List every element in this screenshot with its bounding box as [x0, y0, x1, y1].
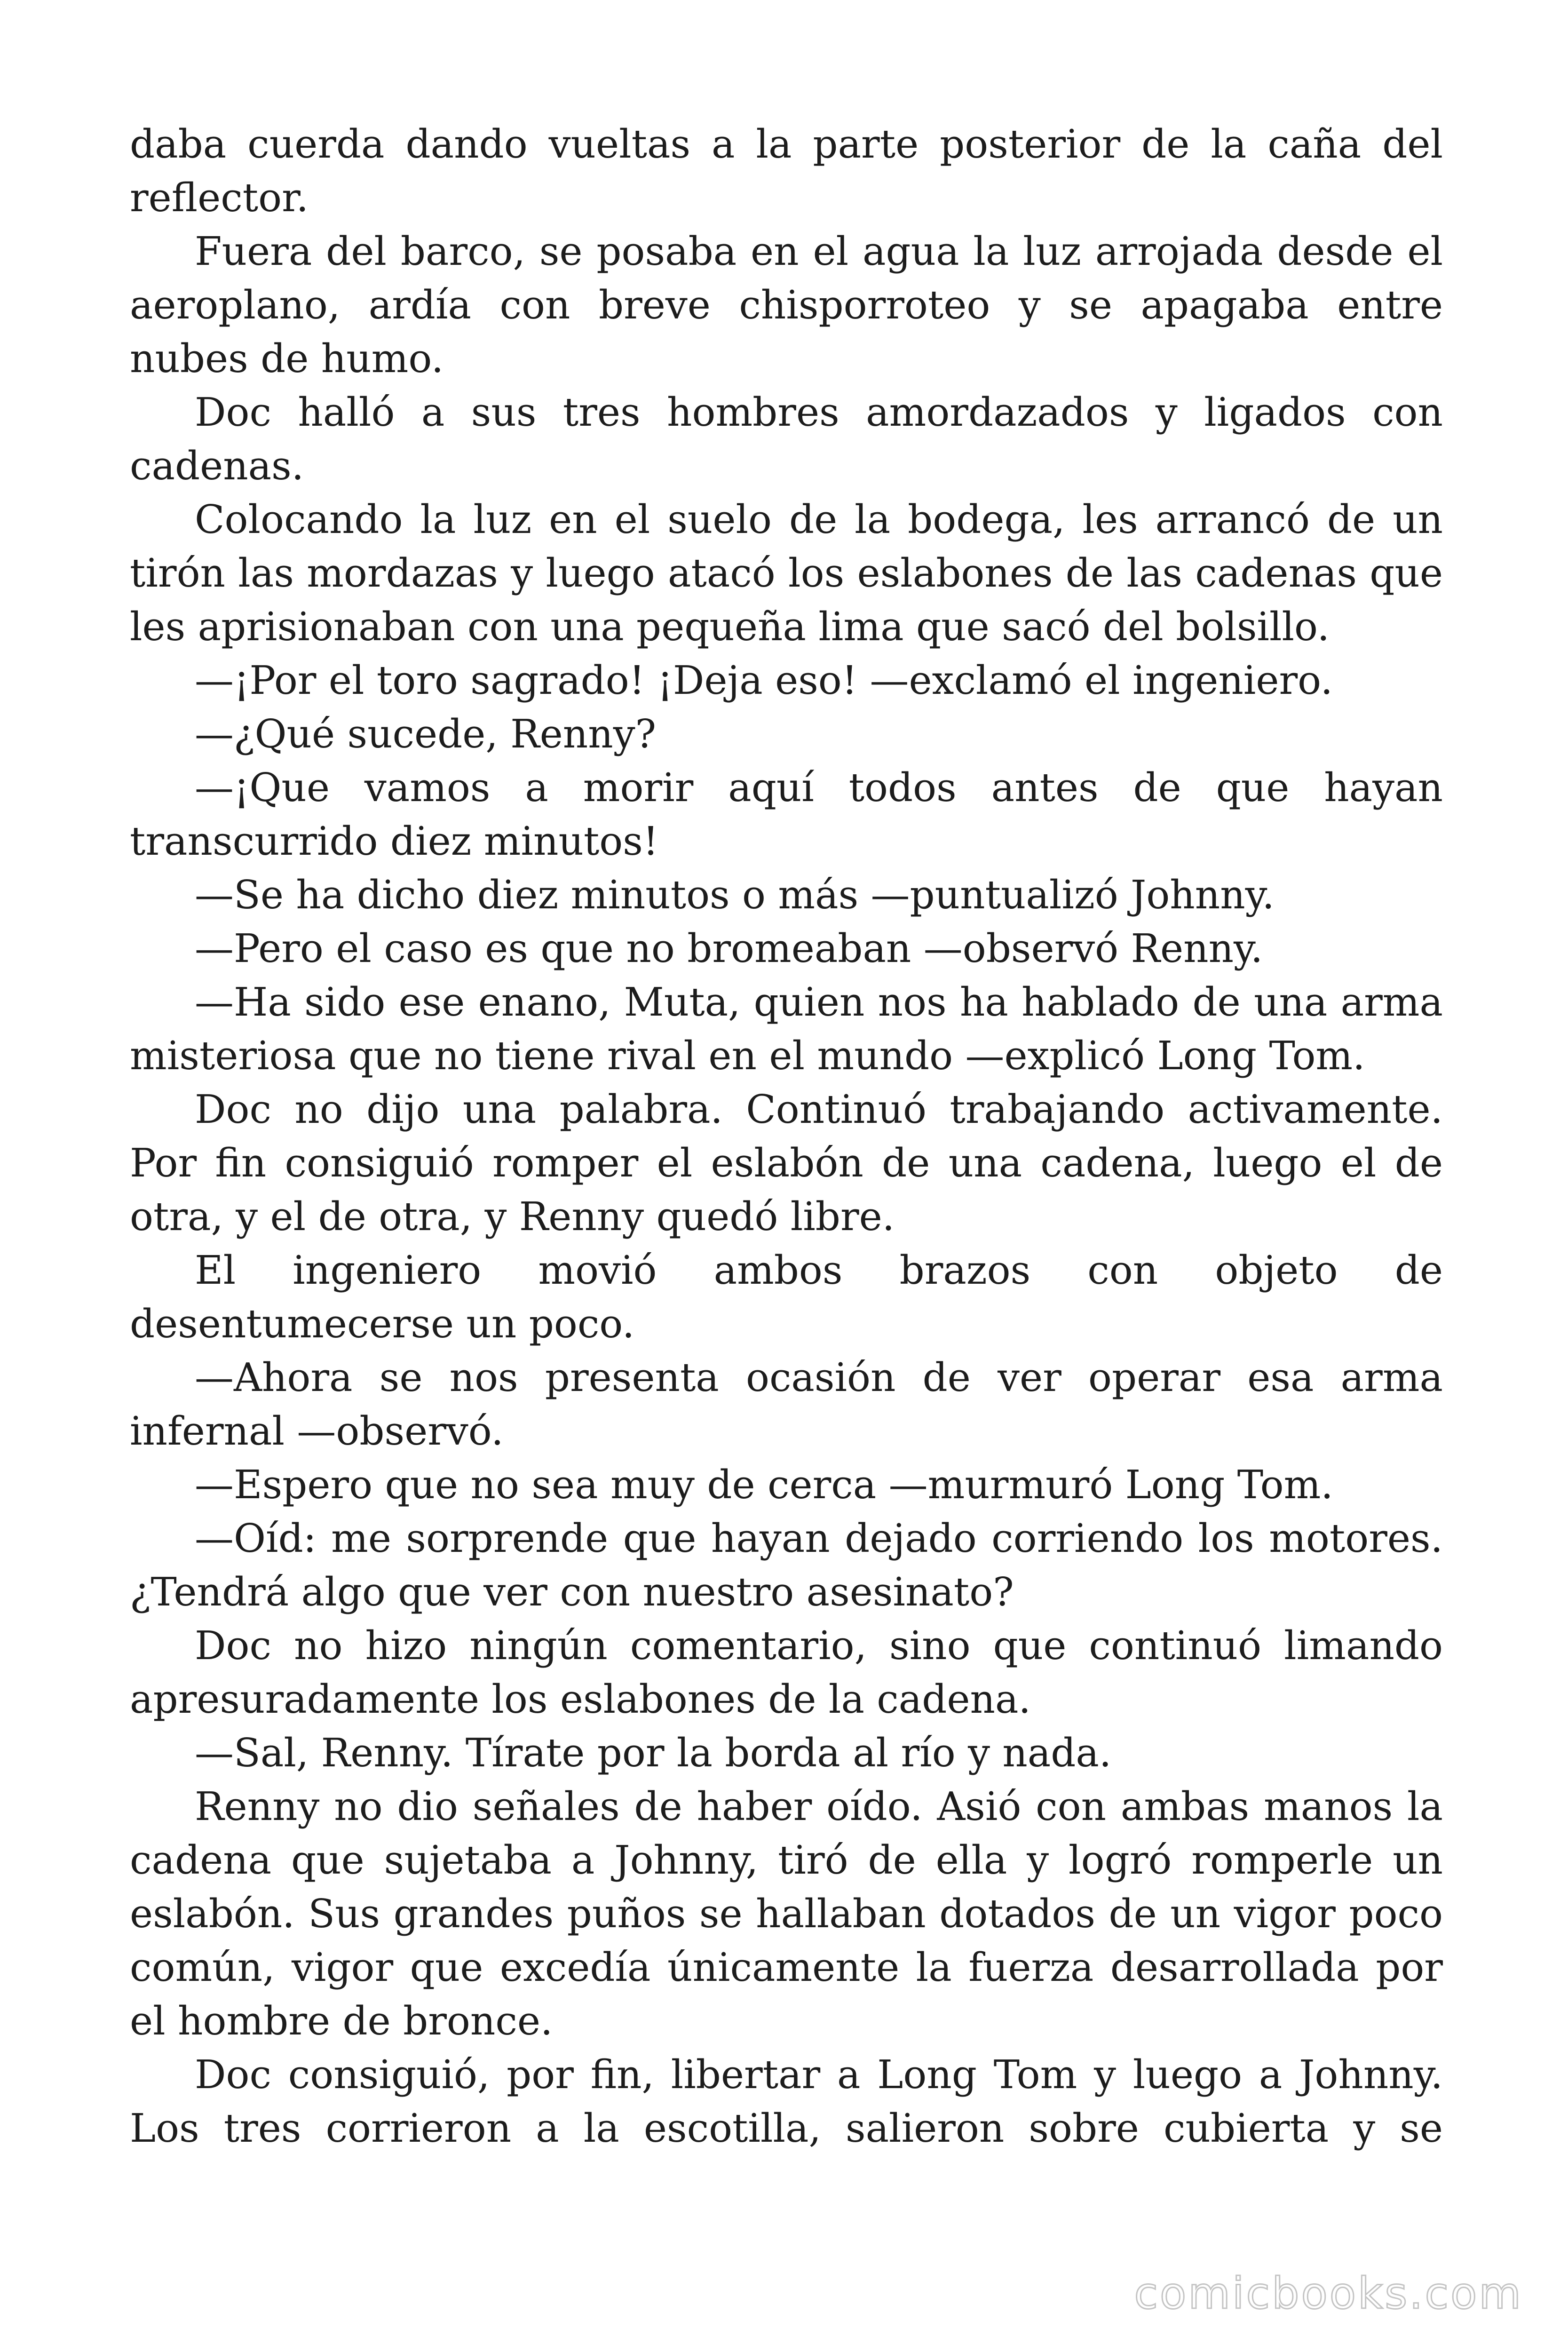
paragraph: Fuera del barco, se posaba en el agua la luz arrojada desde el aeroplano, ardía con breve chisporroteo y se apagaba entre nubes de humo.: [130, 229, 1443, 381]
paragraph: Renny no dio señales de haber oído. Asió con ambas manos la cadena que sujetaba a Johnny, tiró de ella y logró romperle un eslabón. Sus grandes puños se hallaban dotados de un vigor poco común, vigor que excedía únicamente la fuerza desarrollada por el hombre de bronce.: [130, 1784, 1443, 2044]
paragraph-continues-next-page: Doc consiguió, por fin, libertar a Long Tom y luego a Johnny. Los tres corrieron a la escotilla, salieron sobre cubierta y se: [130, 2052, 1443, 2151]
dialogue-line: —¿Qué sucede, Renny?: [195, 711, 657, 757]
watermark-logo: comicbooks.com: [1134, 2268, 1523, 2319]
paragraph: Doc halló a sus tres hombres amordazados y ligados con cadenas.: [130, 389, 1443, 489]
paragraph: Doc no hizo ningún comentario, sino que continuó limando apresuradamente los eslabones de la cadena.: [130, 1623, 1443, 1722]
dialogue-line: —Ahora se nos presenta ocasión de ver operar esa arma infernal —observó.: [130, 1355, 1443, 1454]
dialogue-line: —Sal, Renny. Tírate por la borda al río y nada.: [195, 1730, 1112, 1776]
paragraph: Colocando la luz en el suelo de la bodega, les arrancó de un tirón las mordazas y luego atacó los eslabones de las cadenas que les aprisionaban con una pequeña lima que sacó del bolsillo.: [130, 497, 1443, 650]
paragraph: Doc no dijo una palabra. Continuó trabajando activamente. Por fin consiguió romper el eslabón de una cadena, luego el de otra, y el de otra, y Renny quedó libre.: [130, 1087, 1443, 1240]
dialogue-line: —Se ha dicho diez minutos o más —puntualizó Johnny.: [195, 872, 1275, 918]
dialogue-line: —Oíd: me sorprende que hayan dejado corriendo los motores. ¿Tendrá algo que ver con nuestro asesinato?: [130, 1516, 1443, 1615]
dialogue-line: —Ha sido ese enano, Muta, quien nos ha hablado de una arma misteriosa que no tiene rival en el mundo —explicó Long Tom.: [130, 979, 1443, 1079]
dialogue-line: —¡Por el toro sagrado! ¡Deja eso! —exclamó el ingeniero.: [195, 658, 1333, 703]
book-page-text: [130, 118, 1443, 2155]
paragraph-continuation: daba cuerda dando vueltas a la parte posterior de la caña del reflector.: [130, 121, 1443, 221]
paragraph: El ingeniero movió ambos brazos con objeto de desentumecerse un poco.: [130, 1248, 1443, 1347]
dialogue-line: —¡Que vamos a morir aquí todos antes de que hayan transcurrido diez minutos!: [130, 765, 1443, 864]
dialogue-line: —Pero el caso es que no bromeaban —observó Renny.: [195, 926, 1263, 971]
dialogue-line: —Espero que no sea muy de cerca —murmuró Long Tom.: [195, 1462, 1333, 1508]
